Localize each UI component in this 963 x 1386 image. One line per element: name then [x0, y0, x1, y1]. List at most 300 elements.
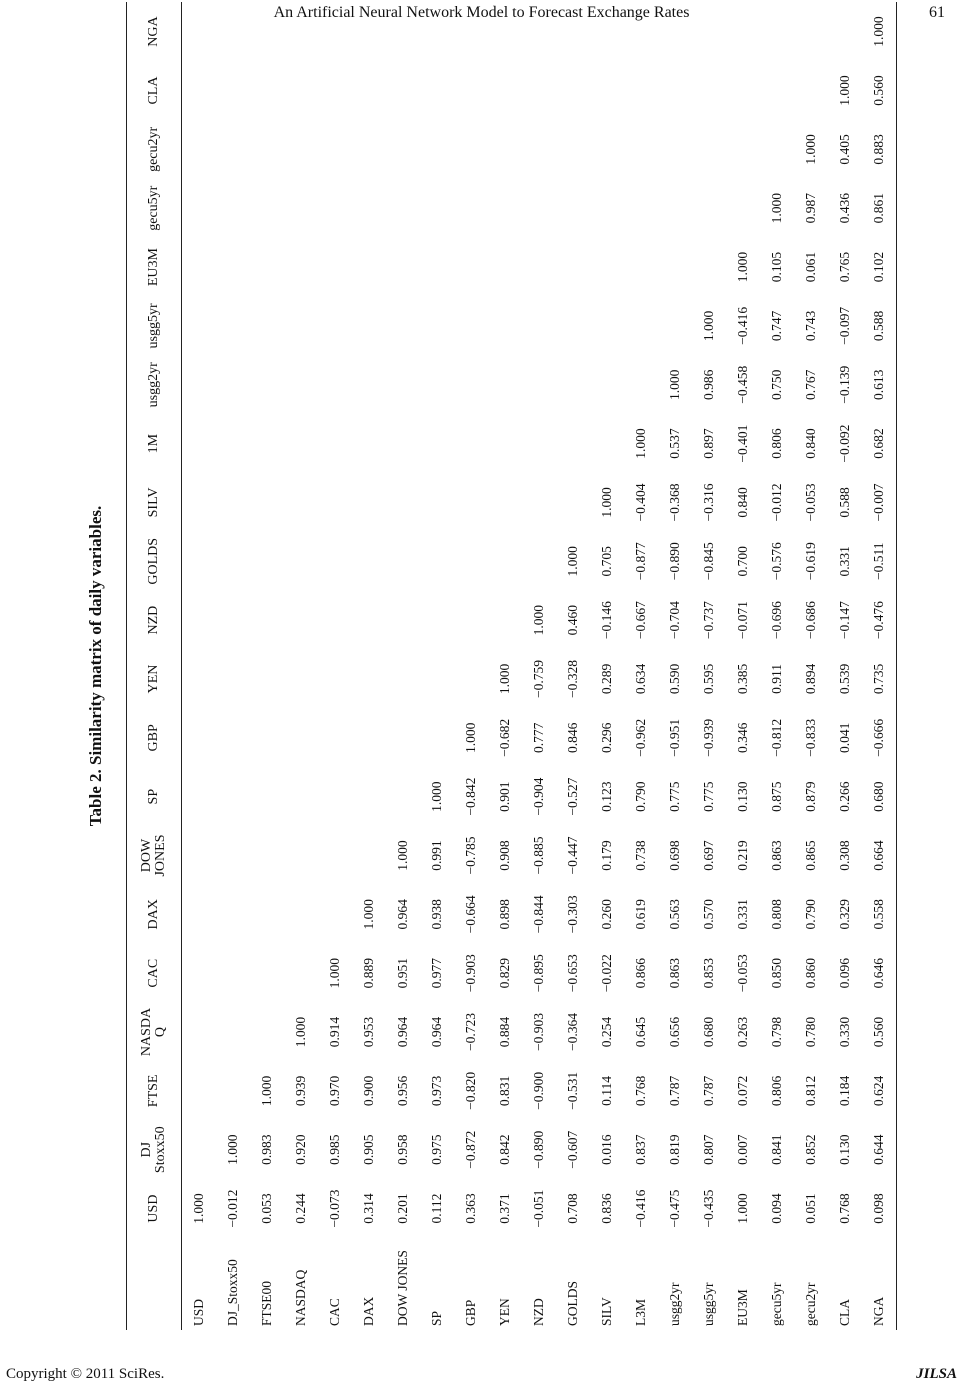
empty-cell [454, 179, 488, 238]
table-row [420, 2, 454, 1330]
empty-cell [250, 532, 284, 591]
matrix-cell: 0.743 [803, 310, 818, 342]
column-header [127, 1061, 182, 1120]
empty-cell [522, 2, 556, 61]
empty-cell [284, 944, 318, 1003]
empty-cell [794, 61, 828, 120]
empty-cell [522, 532, 556, 591]
row-label-header [127, 1238, 182, 1330]
empty-cell [250, 355, 284, 414]
matrix-cell: 1.000 [871, 16, 886, 47]
empty-cell [318, 767, 352, 826]
matrix-cell: 0.911 [769, 664, 784, 694]
matrix-cell: −0.607 [565, 1130, 580, 1169]
matrix-cell: −0.962 [633, 718, 648, 757]
empty-cell [386, 532, 420, 591]
empty-cell [352, 2, 386, 61]
empty-cell [250, 885, 284, 944]
matrix-cell: 0.051 [803, 1193, 818, 1224]
matrix-cell: 0.900 [361, 1075, 376, 1107]
similarity-matrix-table [126, 2, 897, 1330]
matrix-cell: 0.296 [599, 722, 614, 753]
row-label: usgg2yr [667, 1282, 682, 1326]
matrix-cell: −0.316 [701, 483, 716, 522]
matrix-cell: −0.903 [531, 1013, 546, 1052]
column-header [127, 61, 182, 120]
matrix-cell: 0.460 [565, 604, 580, 636]
empty-cell [284, 591, 318, 650]
matrix-cell: 0.016 [599, 1134, 614, 1165]
matrix-cell: 0.842 [497, 1134, 512, 1165]
matrix-cell: 0.964 [395, 899, 410, 930]
matrix-cell: 0.768 [837, 1193, 852, 1224]
empty-cell [692, 61, 726, 120]
empty-cell [182, 650, 217, 709]
page-footer [0, 1366, 963, 1386]
matrix-cell: −0.845 [701, 542, 716, 581]
empty-cell [624, 238, 658, 297]
empty-cell [216, 767, 250, 826]
empty-cell [454, 238, 488, 297]
matrix-cell: 0.852 [803, 1134, 818, 1165]
matrix-cell: −0.416 [633, 1189, 648, 1228]
matrix-cell: 0.787 [667, 1075, 682, 1107]
row-label: SP [429, 1310, 444, 1326]
empty-cell [182, 238, 217, 297]
empty-cell [386, 414, 420, 473]
empty-cell [182, 826, 217, 885]
matrix-cell: 0.956 [395, 1075, 410, 1107]
empty-cell [454, 473, 488, 532]
matrix-cell: 0.738 [633, 840, 648, 871]
matrix-cell: 0.768 [633, 1075, 648, 1107]
empty-cell [352, 61, 386, 120]
matrix-cell: 0.570 [701, 899, 716, 930]
empty-cell [216, 179, 250, 238]
empty-cell [352, 650, 386, 709]
matrix-cell: −0.328 [565, 659, 580, 698]
matrix-cell: 0.837 [633, 1134, 648, 1165]
empty-cell [250, 61, 284, 120]
matrix-cell: −0.511 [871, 542, 886, 581]
empty-cell [216, 238, 250, 297]
matrix-cell: 0.263 [735, 1016, 750, 1048]
matrix-cell: 0.973 [429, 1075, 444, 1107]
column-header-text: usgg2yr [146, 362, 161, 408]
table-caption: Table 2. Similarity matrix of daily variables. [86, 505, 105, 827]
column-header [127, 1003, 182, 1062]
empty-cell [386, 650, 420, 709]
column-header-text: EU3M [146, 248, 161, 287]
empty-cell [590, 179, 624, 238]
table-row [352, 2, 386, 1330]
row-label: CAC [327, 1298, 342, 1326]
matrix-cell: 0.879 [803, 781, 818, 812]
column-header-text: CAC [146, 958, 161, 988]
matrix-cell: −0.895 [531, 954, 546, 993]
matrix-cell: 1.000 [599, 487, 614, 518]
empty-cell [556, 120, 590, 179]
matrix-cell: −0.051 [531, 1189, 546, 1228]
empty-cell [284, 296, 318, 355]
matrix-cell: 0.860 [803, 958, 818, 989]
empty-cell [488, 355, 522, 414]
matrix-cell: 0.560 [871, 1016, 886, 1048]
matrix-cell: −0.704 [667, 601, 682, 640]
empty-cell [522, 120, 556, 179]
matrix-cell: 0.588 [871, 310, 886, 342]
matrix-cell: 0.539 [837, 663, 852, 695]
empty-cell [352, 296, 386, 355]
empty-cell [250, 238, 284, 297]
empty-cell [284, 767, 318, 826]
empty-cell [318, 238, 352, 297]
empty-cell [352, 591, 386, 650]
column-header-text: CLA [146, 76, 161, 105]
table-row [284, 2, 318, 1330]
matrix-cell: 0.072 [735, 1075, 750, 1107]
matrix-cell: 0.747 [769, 310, 784, 342]
row-label: YEN [497, 1298, 512, 1326]
row-label: GOLDS [565, 1280, 580, 1326]
matrix-cell: 0.624 [871, 1075, 886, 1107]
matrix-cell: 0.986 [701, 369, 716, 400]
matrix-cell: −0.890 [667, 542, 682, 581]
empty-cell [488, 2, 522, 61]
empty-cell [386, 296, 420, 355]
empty-cell [250, 1003, 284, 1062]
matrix-cell: −0.576 [769, 542, 784, 581]
matrix-cell: 0.889 [361, 958, 376, 989]
matrix-cell: 0.807 [701, 1134, 716, 1165]
matrix-cell: −0.872 [463, 1130, 478, 1169]
matrix-cell: −0.939 [701, 718, 716, 757]
empty-cell [182, 591, 217, 650]
matrix-cell: −0.903 [463, 954, 478, 993]
column-header-text: NZD [146, 605, 161, 635]
empty-cell [216, 2, 250, 61]
column-header-text: JONES [153, 834, 168, 877]
matrix-cell: 0.808 [769, 899, 784, 930]
matrix-cell: 0.958 [395, 1134, 410, 1165]
column-header-text: GOLDS [146, 537, 161, 585]
column-header-text: SILV [146, 487, 161, 518]
empty-cell [658, 2, 692, 61]
column-header-text: DOW [139, 838, 154, 873]
empty-cell [454, 2, 488, 61]
table-row [386, 2, 420, 1330]
empty-cell [318, 296, 352, 355]
matrix-cell: 1.000 [565, 546, 580, 577]
empty-cell [318, 179, 352, 238]
matrix-cell: 0.951 [395, 958, 410, 989]
empty-cell [182, 414, 217, 473]
empty-cell [318, 591, 352, 650]
column-header [127, 532, 182, 591]
matrix-cell: 0.884 [497, 1016, 512, 1048]
empty-cell [182, 1120, 217, 1179]
matrix-cell: 0.053 [259, 1193, 274, 1224]
matrix-cell: 0.371 [497, 1193, 512, 1224]
empty-cell [420, 238, 454, 297]
empty-cell [182, 767, 217, 826]
empty-cell [250, 296, 284, 355]
empty-cell [250, 767, 284, 826]
empty-cell [182, 355, 217, 414]
matrix-cell: 0.563 [667, 899, 682, 930]
matrix-cell: −0.885 [531, 836, 546, 875]
empty-cell [420, 61, 454, 120]
matrix-cell: −0.012 [225, 1189, 240, 1228]
column-header-text: Q [153, 1026, 168, 1038]
matrix-cell: 0.894 [803, 663, 818, 695]
column-header [127, 238, 182, 297]
empty-cell [318, 473, 352, 532]
matrix-cell: 0.840 [735, 487, 750, 518]
matrix-cell: −0.475 [667, 1189, 682, 1228]
empty-cell [556, 238, 590, 297]
matrix-cell: −0.844 [531, 895, 546, 934]
empty-cell [284, 473, 318, 532]
empty-cell [216, 296, 250, 355]
empty-cell [216, 355, 250, 414]
matrix-cell: 0.289 [599, 663, 614, 695]
empty-cell [216, 414, 250, 473]
empty-cell [250, 179, 284, 238]
matrix-cell: 0.590 [667, 663, 682, 695]
matrix-cell: 0.105 [769, 251, 784, 283]
empty-cell [692, 238, 726, 297]
empty-cell [284, 826, 318, 885]
empty-cell [216, 61, 250, 120]
column-header-text: DAX [146, 899, 161, 930]
empty-cell [216, 1061, 250, 1120]
empty-cell [420, 296, 454, 355]
matrix-cell: −0.401 [735, 424, 750, 463]
empty-cell [454, 591, 488, 650]
matrix-cell: 0.812 [803, 1075, 818, 1107]
empty-cell [284, 2, 318, 61]
empty-cell [318, 532, 352, 591]
empty-cell [590, 296, 624, 355]
matrix-cell: 0.836 [599, 1193, 614, 1224]
matrix-cell: 0.102 [871, 251, 886, 283]
matrix-cell: −0.900 [531, 1071, 546, 1110]
empty-cell [454, 355, 488, 414]
table-row [556, 2, 590, 1330]
matrix-cell: 1.000 [735, 251, 750, 283]
empty-cell [658, 296, 692, 355]
matrix-cell: 0.646 [871, 958, 886, 989]
empty-cell [182, 473, 217, 532]
matrix-cell: 0.385 [735, 663, 750, 695]
column-header [127, 708, 182, 767]
column-header-text: FTSE [146, 1074, 161, 1108]
matrix-cell: 0.905 [361, 1134, 376, 1165]
empty-cell [454, 120, 488, 179]
empty-cell [488, 532, 522, 591]
table-row [488, 2, 522, 1330]
empty-cell [284, 120, 318, 179]
column-header [127, 296, 182, 355]
empty-cell [182, 120, 217, 179]
empty-cell [216, 944, 250, 1003]
empty-cell [624, 355, 658, 414]
empty-cell [284, 179, 318, 238]
matrix-cell: −0.682 [497, 718, 512, 757]
empty-cell [420, 708, 454, 767]
matrix-cell: −0.071 [735, 601, 750, 640]
empty-cell [420, 179, 454, 238]
empty-cell [726, 120, 760, 179]
matrix-cell: −0.812 [769, 718, 784, 757]
column-header [127, 1120, 182, 1179]
row-label: USD [191, 1298, 206, 1326]
matrix-cell: 0.775 [667, 781, 682, 812]
matrix-cell: 0.331 [837, 546, 852, 577]
row-label: DOW JONES [395, 1250, 410, 1326]
row-label: EU3M [735, 1289, 750, 1326]
empty-cell [556, 355, 590, 414]
matrix-cell: 0.664 [871, 840, 886, 871]
empty-cell [182, 944, 217, 1003]
column-header-text: YEN [146, 664, 161, 694]
matrix-cell: 0.436 [837, 193, 852, 224]
row-label: GBP [463, 1299, 478, 1326]
matrix-cell: −0.696 [769, 601, 784, 640]
empty-cell [216, 708, 250, 767]
empty-cell [250, 826, 284, 885]
column-header [127, 1179, 182, 1238]
column-header [127, 120, 182, 179]
matrix-cell: 0.939 [293, 1075, 308, 1107]
matrix-cell: 0.560 [871, 75, 886, 106]
matrix-cell: −0.007 [871, 483, 886, 522]
empty-cell [590, 120, 624, 179]
matrix-cell: 1.000 [769, 193, 784, 224]
matrix-cell: 0.983 [259, 1134, 274, 1165]
empty-cell [318, 826, 352, 885]
matrix-cell: 0.588 [837, 487, 852, 518]
empty-cell [794, 2, 828, 61]
empty-cell [420, 2, 454, 61]
empty-cell [352, 355, 386, 414]
empty-cell [590, 2, 624, 61]
empty-cell [828, 2, 862, 61]
matrix-cell: 0.680 [871, 781, 886, 812]
rotated-table-region [86, 2, 890, 1330]
matrix-cell: 0.853 [701, 958, 716, 989]
matrix-cell: 0.184 [837, 1075, 852, 1107]
matrix-cell: 1.000 [463, 722, 478, 753]
matrix-cell: 0.645 [633, 1016, 648, 1048]
matrix-cell: 0.970 [327, 1075, 342, 1107]
empty-cell [522, 179, 556, 238]
empty-cell [420, 650, 454, 709]
matrix-cell: 0.920 [293, 1134, 308, 1165]
matrix-cell: 1.000 [531, 604, 546, 636]
empty-cell [420, 355, 454, 414]
matrix-cell: 0.987 [803, 193, 818, 224]
matrix-cell: −0.368 [667, 483, 682, 522]
empty-cell [522, 238, 556, 297]
matrix-cell: 0.863 [667, 958, 682, 989]
row-label: FTSE00 [259, 1280, 274, 1326]
matrix-cell: −0.476 [871, 601, 886, 640]
empty-cell [590, 238, 624, 297]
matrix-cell: 0.883 [871, 134, 886, 165]
column-header [127, 2, 182, 61]
empty-cell [318, 414, 352, 473]
empty-cell [760, 2, 794, 61]
column-header-text: Stoxx50 [153, 1126, 168, 1174]
empty-cell [488, 120, 522, 179]
table-row [862, 2, 897, 1330]
matrix-cell: −0.146 [599, 601, 614, 640]
empty-cell [284, 532, 318, 591]
empty-cell [522, 61, 556, 120]
column-header-text: usgg5yr [146, 303, 161, 349]
empty-cell [182, 2, 217, 61]
empty-cell [318, 355, 352, 414]
row-label: NGA [871, 1296, 886, 1326]
matrix-cell: 0.619 [633, 899, 648, 930]
matrix-cell: 1.000 [293, 1016, 308, 1048]
matrix-cell: 1.000 [395, 840, 410, 871]
matrix-cell: −0.833 [803, 718, 818, 757]
empty-cell [352, 414, 386, 473]
empty-cell [352, 179, 386, 238]
column-header-text: GBP [146, 724, 161, 752]
matrix-cell: 0.787 [701, 1075, 716, 1107]
matrix-cell: −0.737 [701, 601, 716, 640]
matrix-cell: 0.330 [837, 1016, 852, 1048]
matrix-cell: −0.890 [531, 1130, 546, 1169]
empty-cell [522, 473, 556, 532]
matrix-cell: 0.329 [837, 899, 852, 930]
empty-cell [352, 238, 386, 297]
empty-cell [386, 61, 420, 120]
matrix-cell: 0.112 [429, 1193, 444, 1224]
matrix-cell: 0.806 [769, 1075, 784, 1107]
row-label: L3M [633, 1299, 648, 1326]
empty-cell [692, 2, 726, 61]
empty-cell [386, 120, 420, 179]
empty-cell [250, 2, 284, 61]
matrix-cell: 0.130 [735, 781, 750, 812]
matrix-cell: 0.863 [769, 840, 784, 871]
matrix-cell: 1.000 [191, 1193, 206, 1224]
matrix-cell: 0.179 [599, 840, 614, 871]
empty-cell [216, 120, 250, 179]
matrix-cell: 0.897 [701, 428, 716, 459]
matrix-cell: 0.266 [837, 781, 852, 812]
empty-cell [624, 61, 658, 120]
table-row [794, 2, 828, 1330]
matrix-cell: −0.667 [633, 601, 648, 640]
matrix-cell: 0.697 [701, 840, 716, 871]
row-label: gecu5yr [769, 1282, 784, 1326]
column-header [127, 944, 182, 1003]
matrix-cell: 1.000 [327, 958, 342, 989]
empty-cell [692, 179, 726, 238]
matrix-cell: −0.416 [735, 306, 750, 345]
table-row [250, 2, 284, 1330]
table-body [182, 2, 897, 1330]
empty-cell [590, 355, 624, 414]
column-header-text: NASDA [139, 1007, 154, 1057]
matrix-cell: 0.254 [599, 1016, 614, 1048]
